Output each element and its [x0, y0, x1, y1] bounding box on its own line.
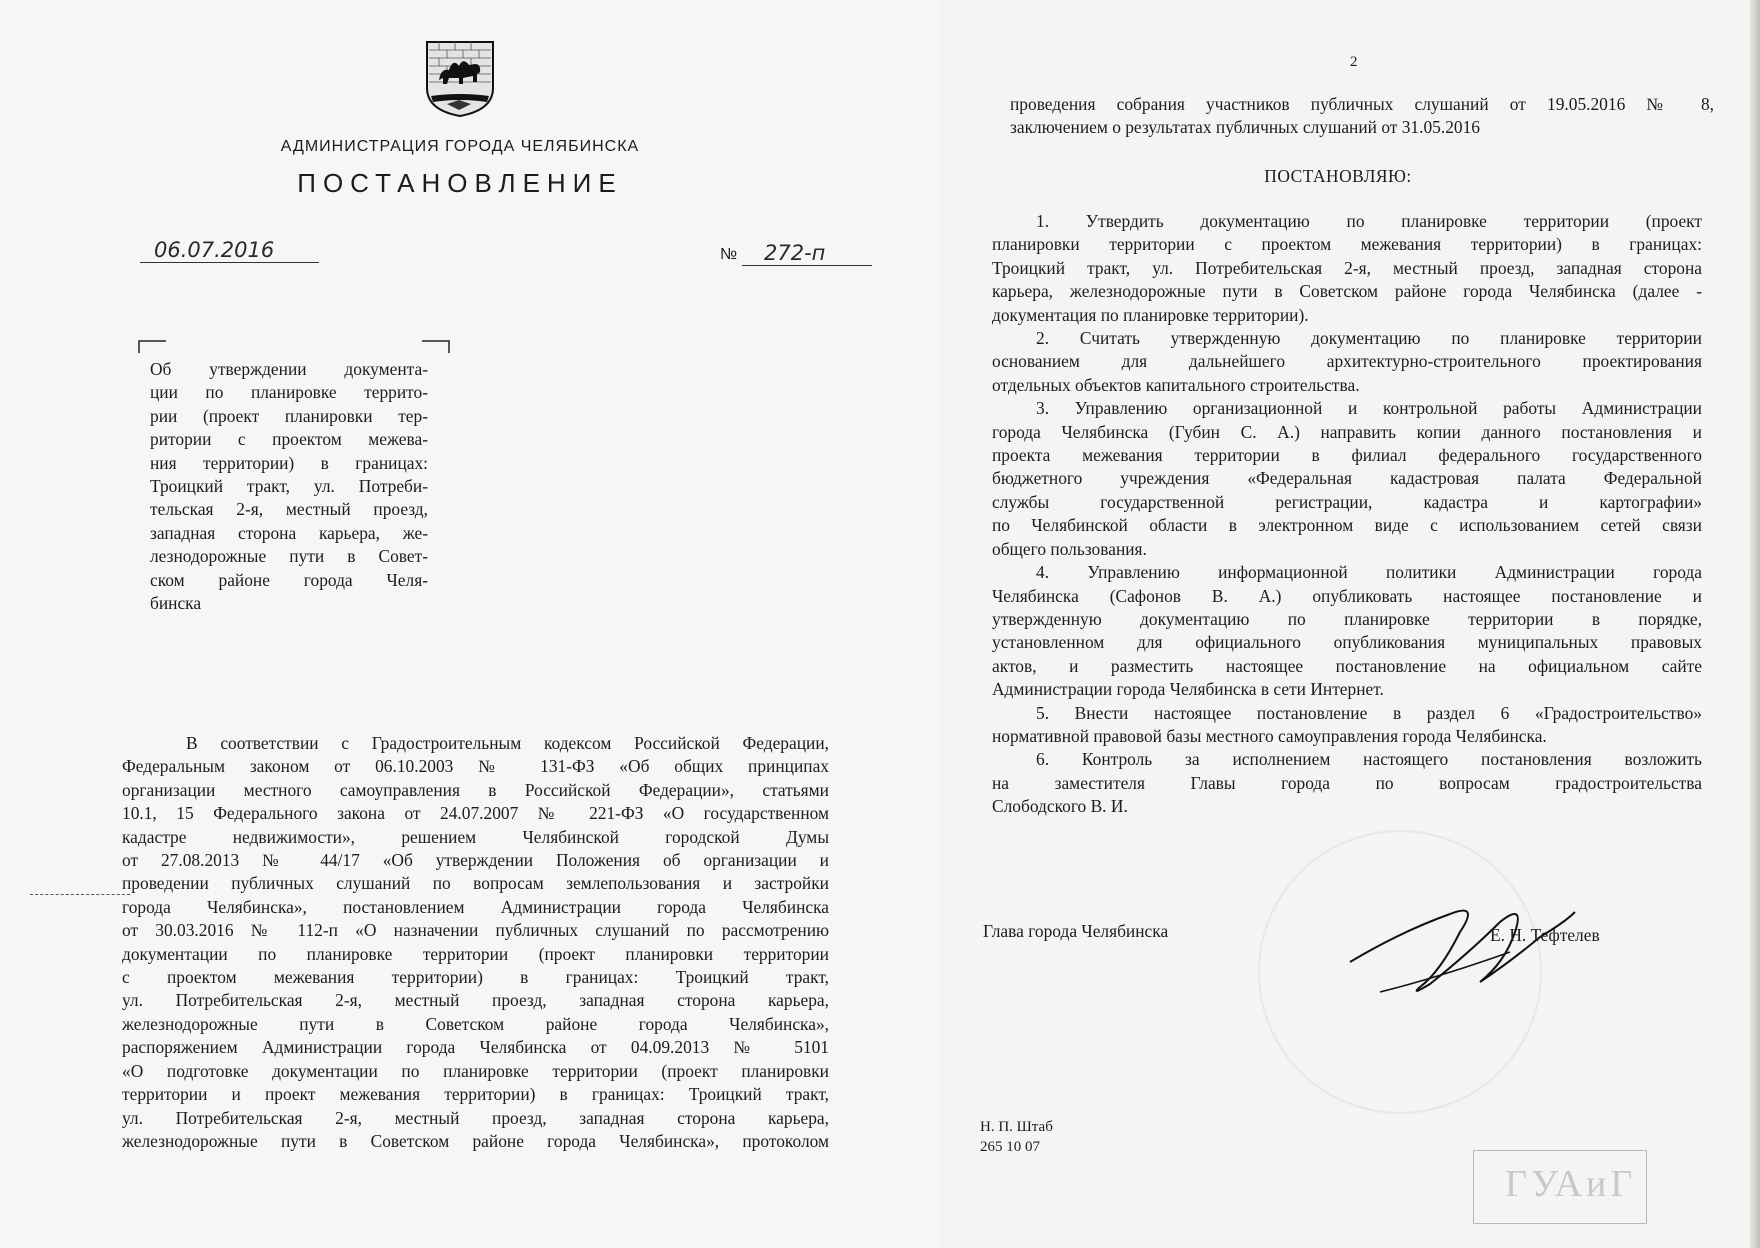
page-number: 2	[1350, 54, 1358, 70]
scan-edge-shadow	[1750, 0, 1760, 1248]
right-page	[940, 0, 1760, 1248]
preamble-line: Федеральным законом от 06.10.2003 № 131-ФЗ «Об общих принципах	[122, 756, 829, 777]
decree-item	[992, 327, 1702, 397]
item-line: 3. Управлению организационной и контрольной работы Администрации	[1036, 398, 1702, 419]
margin-dash-mark	[30, 894, 130, 895]
item-line: 6. Контроль за исполнением настоящего постановления возложить	[1036, 749, 1702, 770]
item-line: 1. Утвердить документацию по планировке территории (проект	[1036, 211, 1702, 231]
decree-item	[992, 561, 1702, 701]
subject-line: ния территории) в границах:	[150, 452, 428, 473]
preamble-line: от 30.03.2016 № 112-п «О назначении публичных слушаний по рассмотрению	[122, 920, 829, 941]
preamble-line: города Челябинска», постановлением Администрации города Челябинска	[122, 896, 829, 917]
number-label: №	[720, 246, 738, 263]
item-line: проекта межевания территории в филиал федерального государственного	[992, 445, 1702, 466]
item-line: 2. Считать утвержденную документацию по планировке территории	[1036, 328, 1702, 349]
preamble-line: территории и проект межевания территории) в границах: Троицкий тракт,	[122, 1084, 829, 1105]
handwritten-signature	[1340, 892, 1580, 1002]
signatory-title: Глава города Челябинска	[983, 921, 1169, 941]
subject-bracket-marks	[138, 340, 450, 354]
decree-item	[992, 702, 1702, 749]
preamble-line: ул. Потребительская 2-я, местный проезд, западная сторона карьера,	[122, 990, 829, 1011]
item-line: актов, и разместить настоящее постановление на официальном сайте	[992, 655, 1702, 676]
city-emblem-icon	[425, 40, 495, 118]
item-line: карьера, железнодорожные пути в Советском районе города Челябинска (далее -	[992, 281, 1702, 302]
document-date: 06.07.2016	[140, 238, 319, 263]
organization-name: АДМИНИСТРАЦИЯ ГОРОДА ЧЕЛЯБИНСКА	[280, 138, 640, 155]
preamble-line: от 27.08.2013 № 44/17 «Об утверждении Положения об организации и	[122, 850, 829, 871]
continuation-line: заключением о результатах публичных слушаний от 31.05.2016	[1010, 117, 1480, 138]
item-line: по Челябинской области в электронном виде с использованием сетей связи	[992, 515, 1702, 536]
subject-line: бинска	[150, 593, 202, 614]
subject-line: ском районе города Челя-	[150, 569, 428, 590]
item-line: планировки территории с проектом межевания территории) в границах:	[992, 234, 1702, 255]
preamble-line: кадастре недвижимости», решением Челябинской городской Думы	[122, 826, 829, 847]
document-number: 272-п	[742, 241, 872, 266]
item-line: Челябинска (Сафонов В. А.) опубликовать настоящее постановление и	[992, 585, 1702, 606]
preamble-line: В соответствии с Градостроительным кодексом Российской Федерации,	[186, 733, 829, 753]
preamble-line: с проектом межевания территории) в границах: Троицкий тракт,	[122, 967, 829, 988]
subject-line: тельская 2-я, местный проезд,	[150, 499, 428, 520]
preamble-line: организации местного самоуправления в Российской Федерации», статьями	[122, 779, 829, 800]
preamble-paragraph	[122, 732, 829, 1153]
item-line: Администрации города Челябинска в сети Интернет.	[992, 679, 1384, 700]
subject-line: рии (проект планировки тер-	[150, 405, 428, 426]
preamble-line: проведении публичных слушаний по вопросам землепользования и застройки	[122, 873, 829, 894]
item-line: общего пользования.	[992, 538, 1147, 559]
subject-line: ритории с проектом межева-	[150, 429, 428, 450]
preamble-line: железнодорожные пути в Советском районе города Челябинска»,	[122, 1013, 829, 1034]
subject-line: Троицкий тракт, ул. Потреби-	[150, 476, 428, 497]
item-line: службы государственной регистрации, кадастра и картографии»	[992, 491, 1702, 512]
decree-heading: ПОСТАНОВЛЯЮ:	[1264, 166, 1412, 186]
subject-line: Об утверждении документа-	[150, 359, 428, 379]
item-line: отдельных объектов капитального строительства.	[992, 374, 1360, 395]
preamble-line: «О подготовке документации по планировке территории (проект планировки	[122, 1060, 829, 1081]
decree-item	[992, 210, 1702, 327]
preamble-line: распоряжением Администрации города Челябинска от 04.09.2013 № 5101	[122, 1037, 829, 1058]
department-stamp-text: ГУАиГ	[1505, 1163, 1637, 1205]
item-line: основанием для дальнейшего архитектурно-строительного проектирования	[992, 351, 1702, 372]
document-subject	[150, 358, 428, 615]
decree-item	[992, 397, 1702, 561]
item-line: нормативной правовой базы местного самоуправления города Челябинска.	[992, 725, 1547, 746]
item-line: Троицкий тракт, ул. Потребительская 2-я, местный проезд, западная сторона	[992, 257, 1702, 278]
continuation-line: проведения собрания участников публичных слушаний от 19.05.2016 № 8,	[1010, 94, 1714, 114]
executor-phone: 265 10 07	[980, 1139, 1040, 1155]
decree-item	[992, 748, 1702, 818]
decree-items	[992, 210, 1702, 819]
item-line: города Челябинска (Губин С. А.) направить копии данного постановления и	[992, 421, 1702, 442]
subject-line: ции по планировке террито-	[150, 382, 428, 403]
executor-name: Н. П. Штаб	[980, 1119, 1053, 1135]
item-line: 5. Внести настоящее постановление в раздел 6 «Градостроительство»	[1036, 702, 1702, 723]
item-line: на заместителя Главы города по вопросам градостроительства	[992, 772, 1702, 793]
item-line: бюджетного учреждения «Федеральная кадастровая палата Федеральной	[992, 468, 1702, 489]
preamble-line: ул. Потребительская 2-я, местный проезд, западная сторона карьера,	[122, 1107, 829, 1128]
item-line: утвержденную документацию по планировке территории в порядке,	[992, 608, 1702, 629]
document-type-title: ПОСТАНОВЛЕНИЕ	[297, 168, 623, 198]
item-line: установленном для официального опубликования муниципальных правовых	[992, 632, 1702, 653]
preamble-line: 10.1, 15 Федерального закона от 24.07.2007 № 221-ФЗ «О государственном	[122, 803, 829, 824]
preamble-continuation	[1010, 93, 1714, 140]
item-line: документация по планировке территории).	[992, 304, 1309, 325]
item-line: Слободского В. И.	[992, 796, 1128, 817]
preamble-line: документации по планировке территории (проект планировки территории	[122, 943, 829, 964]
item-line: 4. Управлению информационной политики Администрации города	[1036, 562, 1702, 583]
subject-line: лезнодорожные пути в Совет-	[150, 546, 428, 567]
subject-line: западная сторона карьера, же-	[150, 522, 428, 543]
signatory-name: Е. Н. Тефтелев	[1490, 925, 1600, 945]
preamble-line: железнодорожные пути в Советском районе города Челябинска», протоколом	[122, 1130, 829, 1151]
